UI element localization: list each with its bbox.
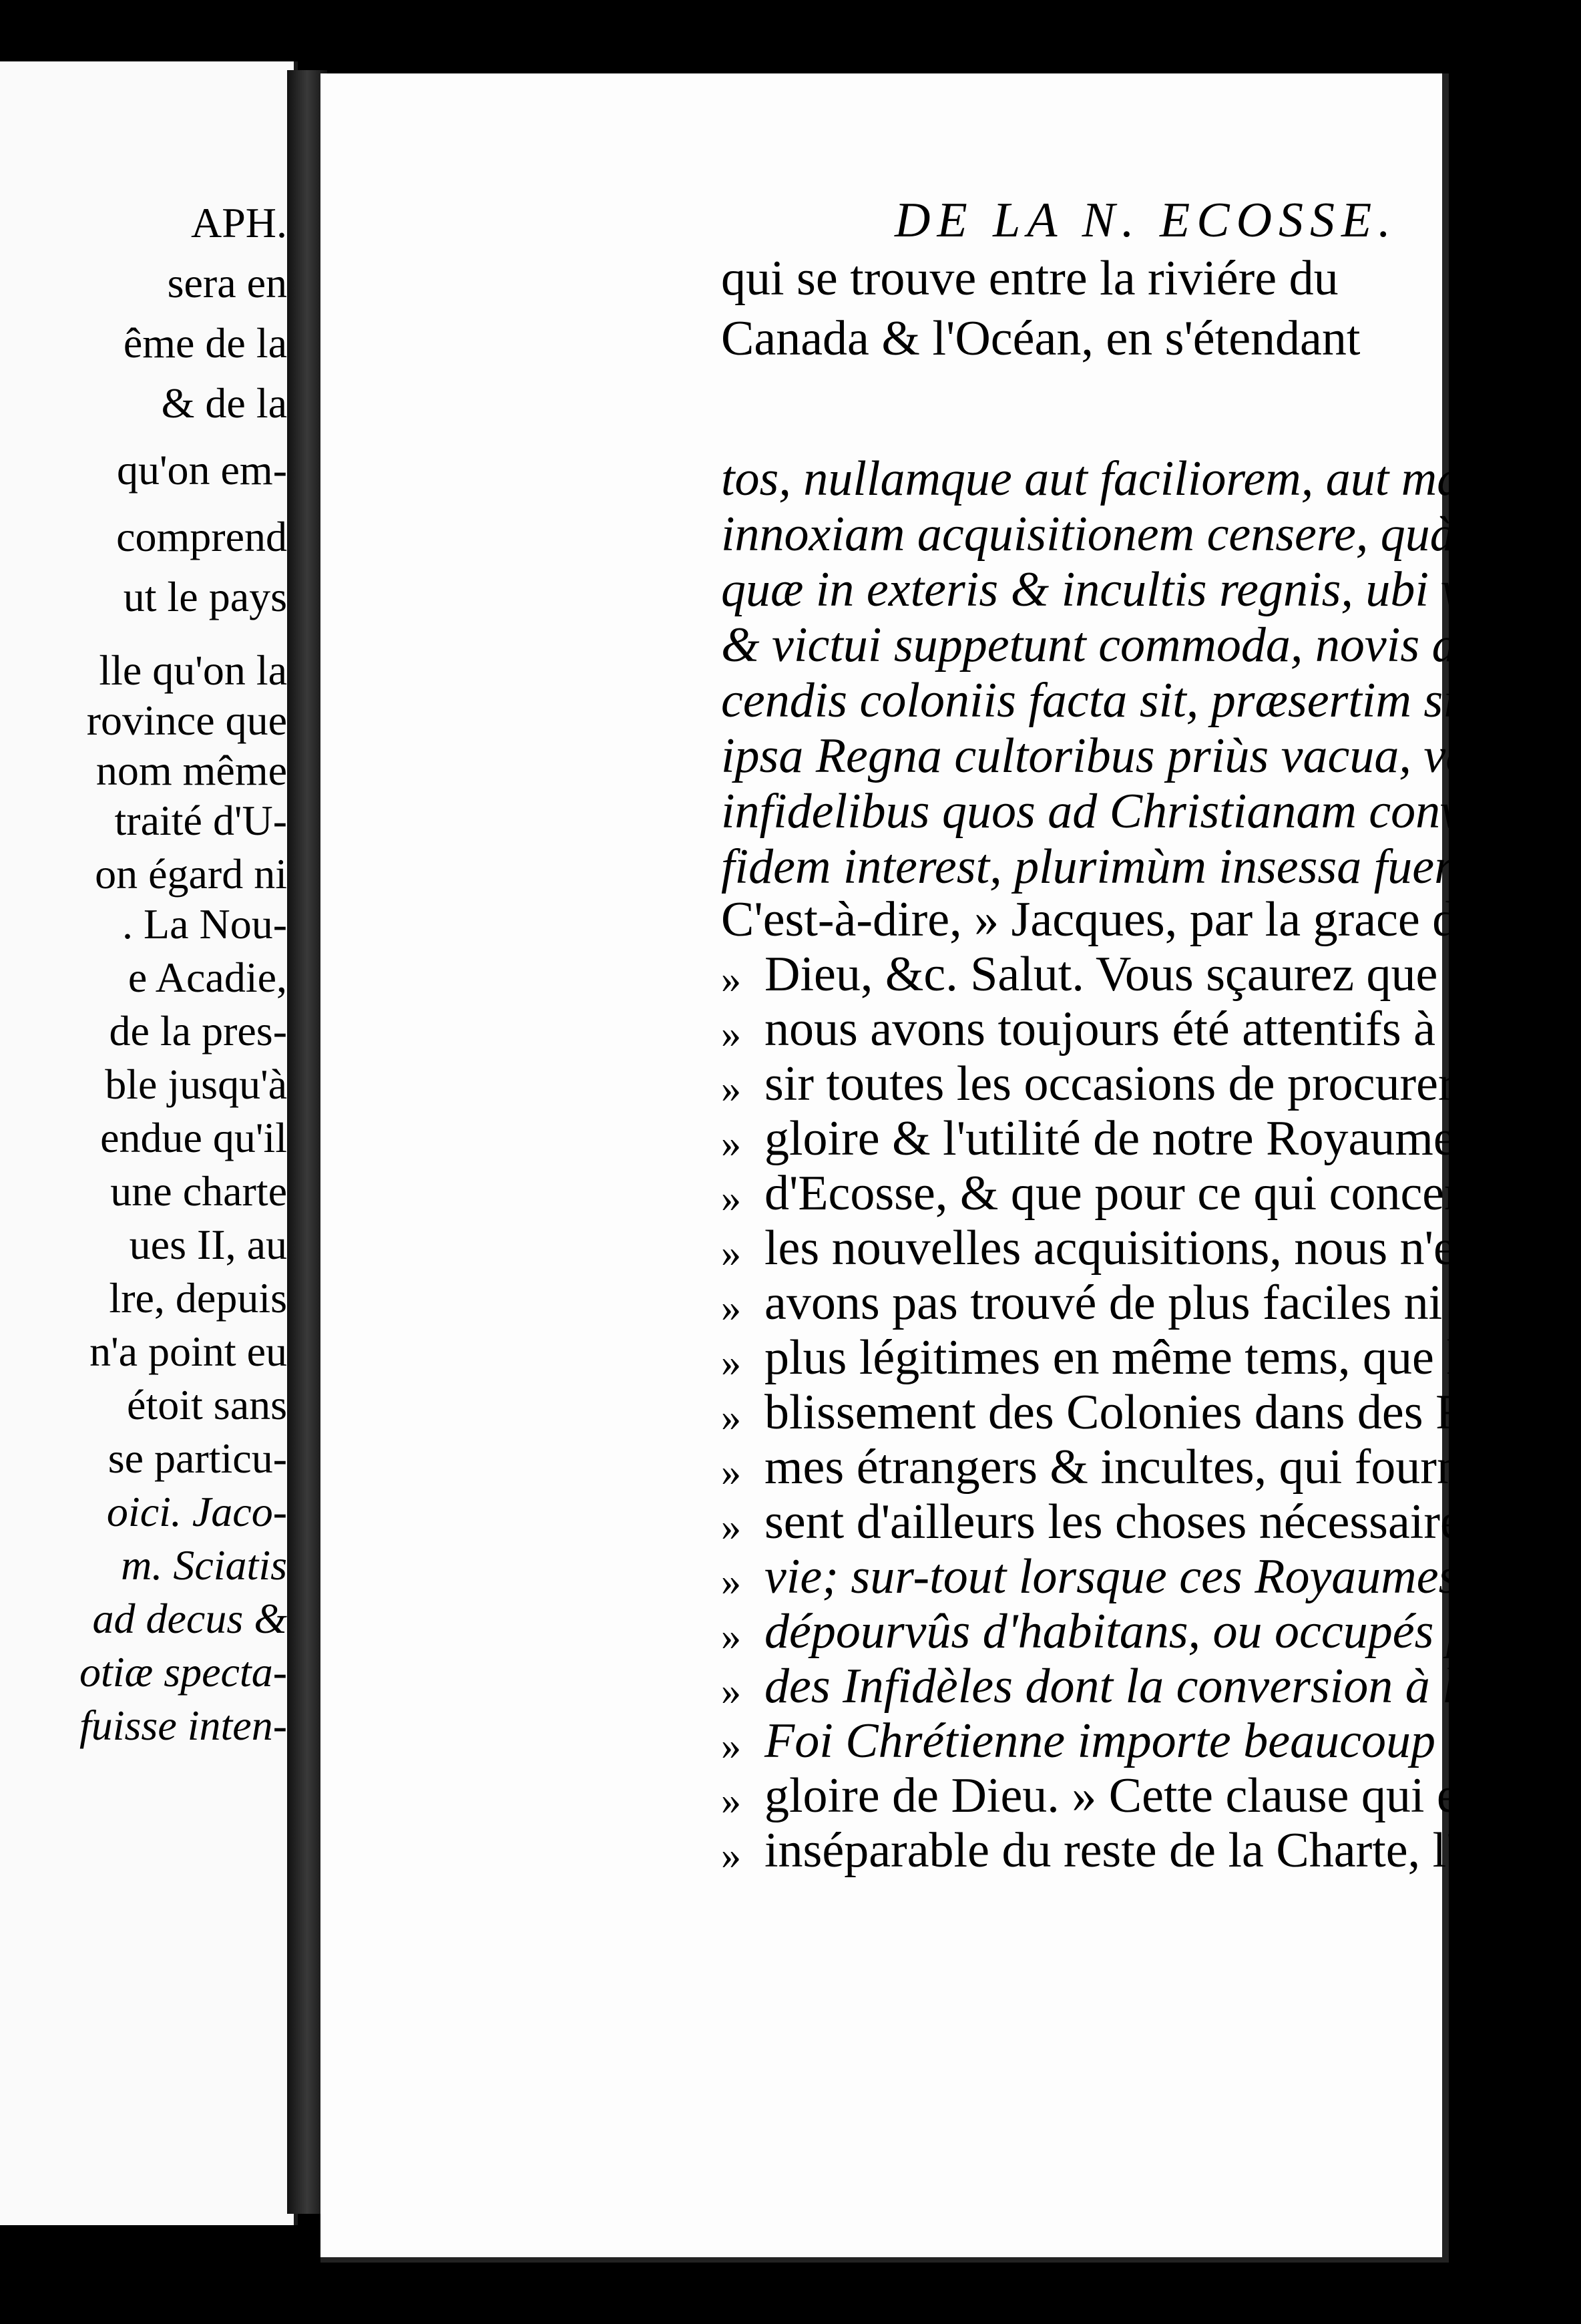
left-page-line: n'a point eu	[89, 1328, 287, 1375]
running-title: DE LA N. ECOSSE.	[895, 193, 1397, 248]
left-page-line: qu'on em-	[116, 446, 287, 494]
text-line: sir toutes les occasions de procurer la	[764, 1056, 1503, 1111]
left-page-line: APH.	[190, 199, 287, 246]
text-line: gloire de Dieu. » Cette clause qui est	[764, 1768, 1492, 1823]
left-page-line: m. Sciatis	[121, 1541, 287, 1589]
quote-mark: »	[721, 1121, 741, 1165]
text-line: qui se trouve entre la riviére du	[721, 251, 1339, 306]
quote-mark: »	[721, 1067, 741, 1111]
text-line: Dieu, &c. Salut. Vous sçaurez que	[764, 947, 1438, 1002]
text-line: C'est-à-dire, » Jacques, par la grace de	[721, 892, 1480, 947]
text-line: les nouvelles acquisitions, nous n'en	[764, 1221, 1480, 1276]
left-page-line: ut le pays	[123, 573, 287, 620]
left-page-line: étoit sans	[127, 1381, 287, 1428]
left-page-line: se particu-	[107, 1434, 287, 1482]
text-line: mes étrangers & incultes, qui fournis-	[764, 1440, 1511, 1495]
text-line: nous avons toujours été attentifs à sai-	[764, 1002, 1520, 1056]
text-line: plus légitimes en même tems, que l'éta-	[764, 1330, 1544, 1385]
text-line: blissement des Colonies dans des Royau-	[764, 1385, 1581, 1440]
quote-mark: »	[721, 1724, 741, 1768]
text-line: fidem interest, plurimùm insessa fuerint.	[721, 839, 1518, 894]
text-line: tos, nullamque aut faciliorem, aut magis	[721, 451, 1520, 506]
text-line: infidelibus quos ad Christianam converti	[721, 784, 1531, 839]
left-page-line: on égard ni	[95, 850, 287, 898]
left-page-line: lre, depuis	[109, 1274, 287, 1322]
quote-mark: »	[721, 1340, 741, 1384]
text-line: innoxiam acquisitionem censere, quàm	[721, 507, 1491, 562]
text-line: des Infidèles dont la conversion à la	[764, 1659, 1481, 1714]
quote-mark: »	[721, 1286, 741, 1330]
left-page-line: ues II, au	[129, 1221, 287, 1268]
text-line: dépourvûs d'habitans, ou occupés par	[764, 1604, 1515, 1659]
text-line: cendis coloniis facta sit, præsertim si vel	[721, 673, 1527, 728]
text-line: inséparable du reste de la Charte, l'a ren-	[764, 1823, 1569, 1878]
quote-mark: »	[721, 1176, 741, 1220]
page-number: 7	[1532, 175, 1564, 246]
left-page-line: de la pres-	[109, 1007, 287, 1054]
text-line: avons pas trouvé de plus faciles ni de	[764, 1276, 1502, 1330]
text-line: Foi Chrétienne importe beaucoup à la	[764, 1714, 1524, 1768]
quote-mark: »	[721, 1505, 741, 1549]
left-page-line: otiæ specta-	[79, 1648, 287, 1696]
text-line: vie; sur-tout lorsque ces Royaumes sont	[764, 1549, 1553, 1604]
text-line: quæ in exteris & incultis regnis, ubi vitæ	[721, 562, 1524, 617]
quote-mark: »	[721, 1833, 741, 1877]
quote-mark: »	[721, 957, 741, 1001]
text-line: ipsa Regna cultoribus priùs vacua, vel ab	[721, 729, 1544, 783]
left-page-line: . La Nou-	[122, 900, 287, 948]
left-page-line: ad decus &	[92, 1595, 287, 1642]
left-page-line: oici. Jaco-	[106, 1488, 287, 1535]
left-page-line: nom même	[95, 747, 287, 794]
quote-mark: »	[721, 1231, 741, 1275]
text-line: & victui suppetunt commoda, novis dedu-	[721, 618, 1545, 672]
left-page	[0, 61, 298, 2225]
left-page-line: e Acadie,	[128, 954, 287, 1001]
left-page-line: ble jusqu'à	[105, 1060, 287, 1108]
quote-mark: »	[721, 1012, 741, 1056]
left-page-line: une charte	[110, 1167, 287, 1215]
quote-mark: »	[721, 1559, 741, 1603]
quote-mark: »	[721, 1395, 741, 1439]
quote-mark: »	[721, 1614, 741, 1658]
quote-mark: »	[721, 1778, 741, 1822]
text-line: sent d'ailleurs les choses nécessaires à la	[764, 1495, 1564, 1549]
left-page-line: ême de la	[123, 319, 287, 367]
left-page-line: rovince que	[86, 697, 287, 744]
left-page-line: lle qu'on la	[99, 646, 287, 694]
left-page-line: endue qu'il	[100, 1114, 287, 1161]
left-page-line: comprend	[116, 513, 287, 560]
quote-mark: »	[721, 1450, 741, 1494]
text-line: Canada & l'Océan, en s'étendant	[721, 311, 1361, 366]
left-page-line: sera en	[167, 259, 287, 307]
left-page-line: traité d'U-	[114, 797, 287, 844]
right-page	[320, 73, 1581, 2263]
text-line: gloire & l'utilité de notre Royaume	[764, 1111, 1455, 1166]
text-line: d'Ecosse, & que pour ce qui concerne	[764, 1166, 1508, 1221]
quote-mark: »	[721, 1669, 741, 1713]
left-page-line: & de la	[161, 379, 287, 427]
left-page-line: fuisse inten-	[79, 1702, 287, 1749]
